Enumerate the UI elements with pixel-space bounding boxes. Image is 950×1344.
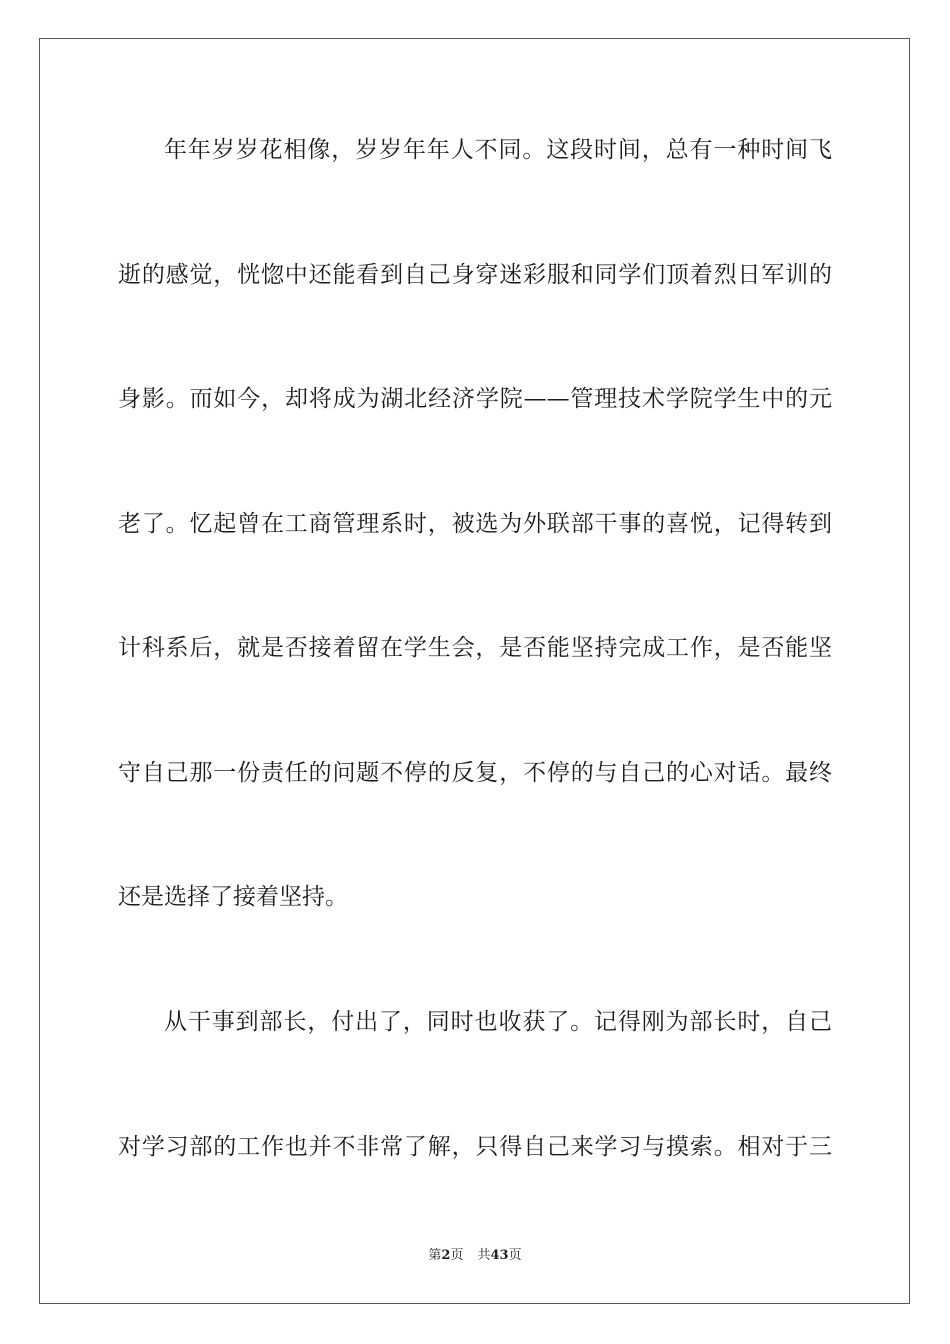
paragraph-line: 身影。而如今，却将成为湖北经济学院——管理技术学院学生中的元	[118, 386, 832, 412]
paragraph-line: 计科系后，就是否接着留在学生会，是否能坚持完成工作，是否能坚	[118, 635, 832, 661]
total-page-count: 43	[490, 1248, 509, 1263]
paragraph-line: 年年岁岁花相像，岁岁年年人不同。这段时间，总有一种时间飞	[164, 137, 832, 163]
current-page-number: 2	[441, 1248, 451, 1263]
footer-page-suffix: 页	[450, 1248, 464, 1263]
footer-prefix: 第	[428, 1248, 442, 1263]
paragraph-line: 还是选择了接着坚持。	[118, 884, 348, 910]
paragraph-line: 老了。忆起曾在工商管理系时，被选为外联部干事的喜悦，记得转到	[118, 511, 832, 537]
page-border	[39, 38, 910, 1304]
paragraph-line: 对学习部的工作也并不非常了解，只得自己来学习与摸索。相对于三	[118, 1134, 832, 1160]
paragraph-line: 守自己那一份责任的问题不停的反复，不停的与自己的心对话。最终	[118, 760, 832, 786]
paragraph-line: 逝的感觉，恍惚中还能看到自己身穿迷彩服和同学们顶着烈日军训的	[118, 262, 832, 288]
footer-total-suffix: 页	[508, 1248, 522, 1263]
page-footer	[0, 1246, 950, 1266]
footer-total-prefix: 共	[477, 1248, 491, 1263]
paragraph-line: 从干事到部长，付出了，同时也收获了。记得刚为部长时，自己	[164, 1009, 832, 1035]
